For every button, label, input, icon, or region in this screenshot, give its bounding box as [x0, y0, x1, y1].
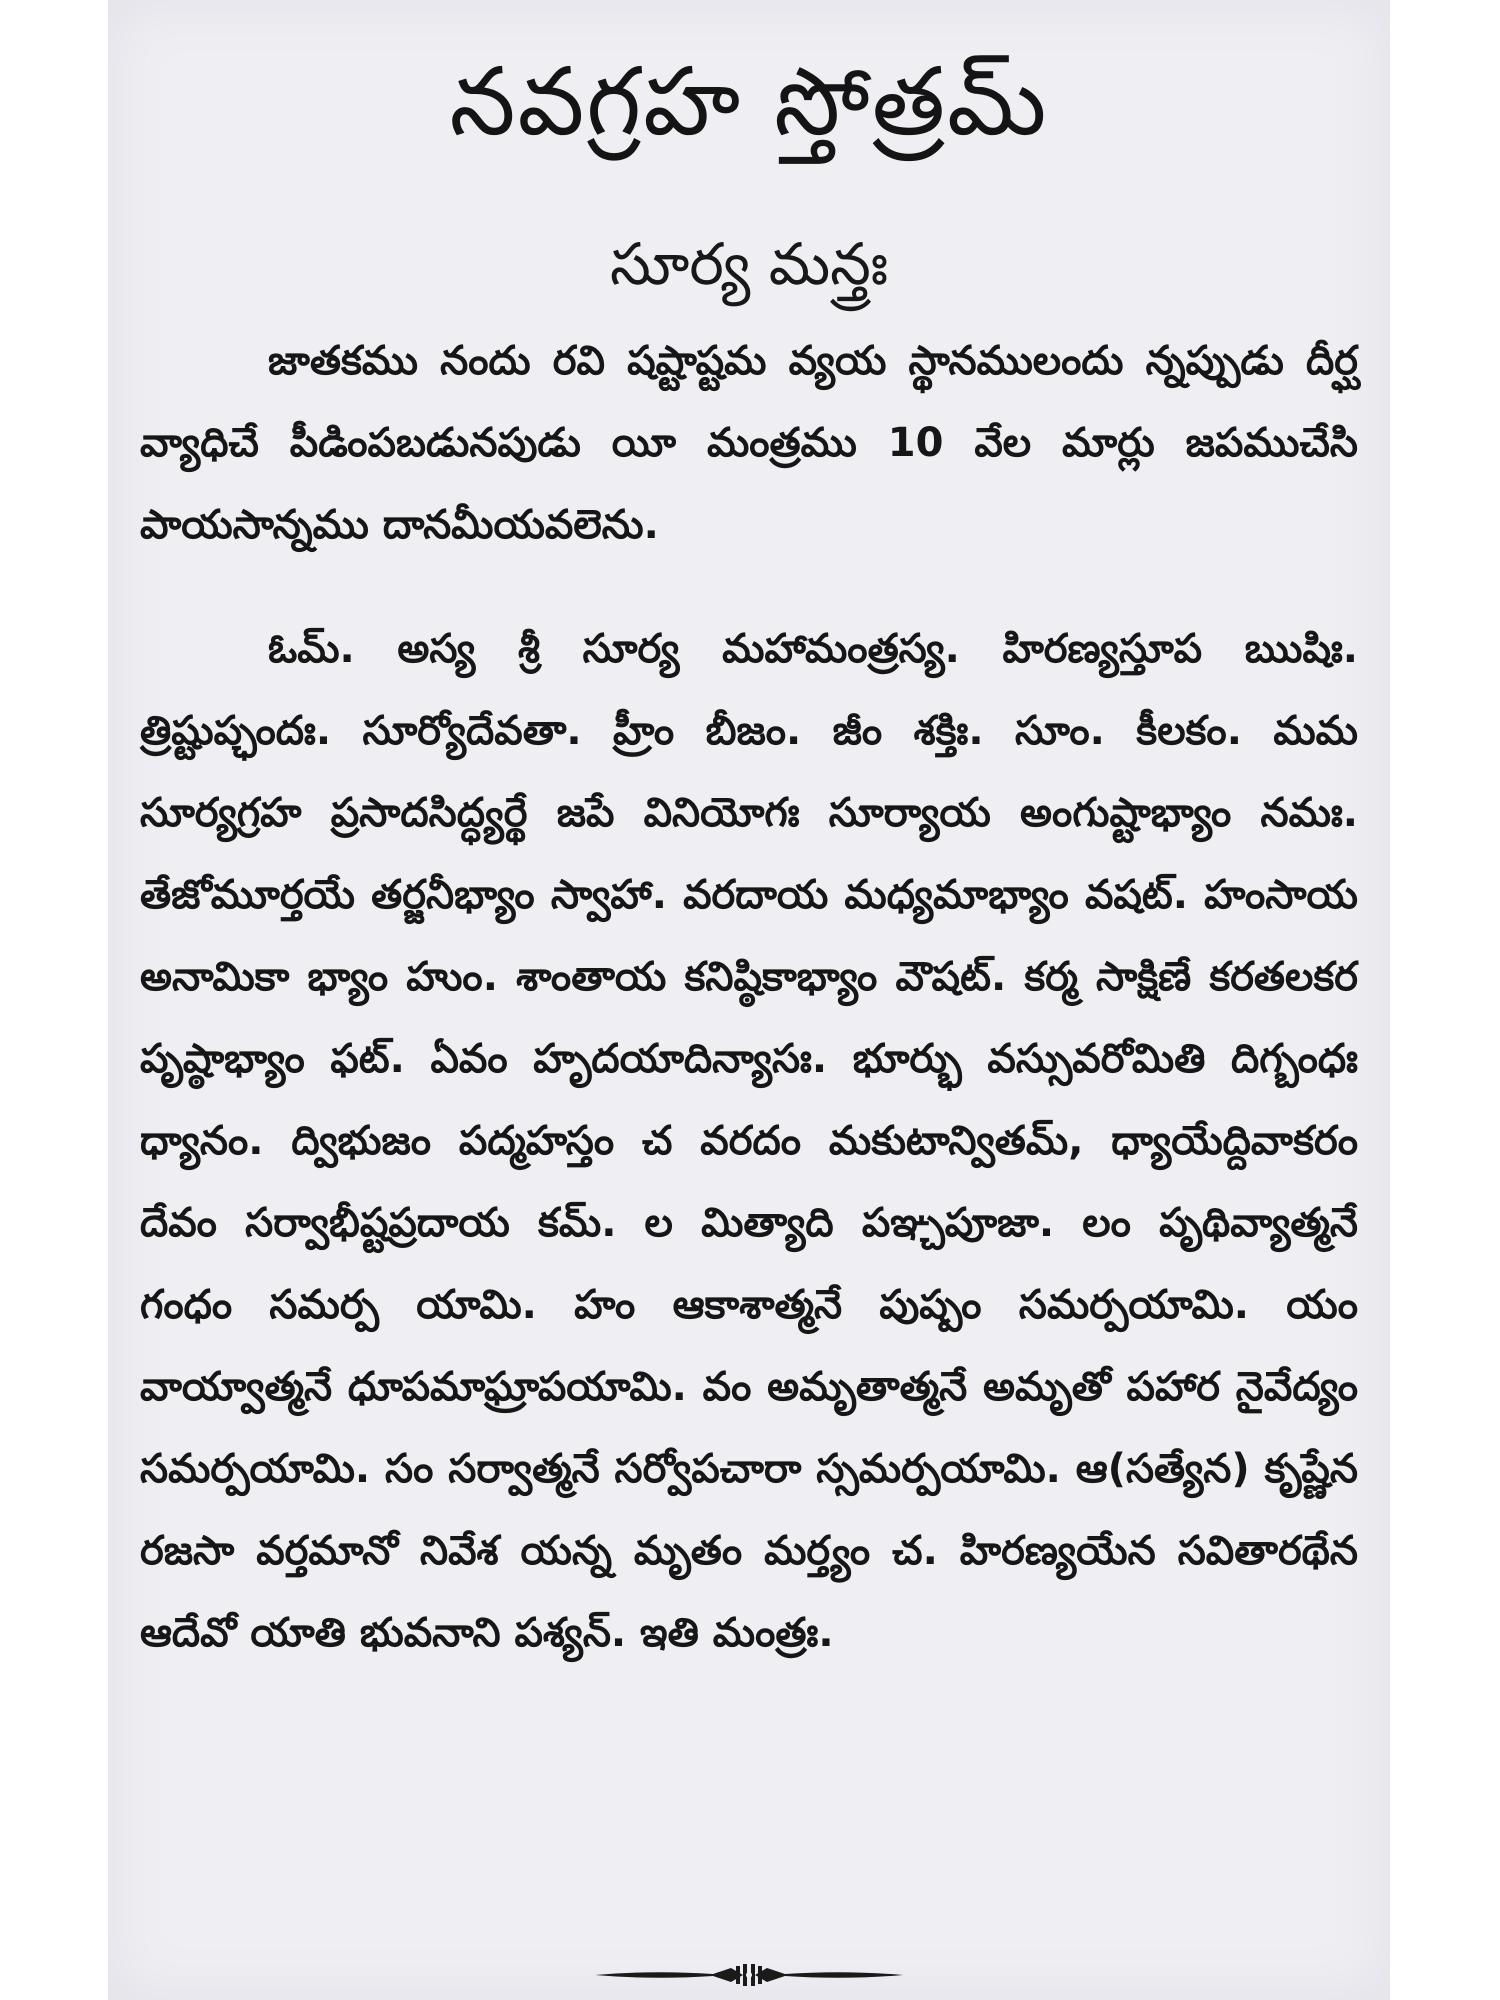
intro-paragraph: జాతకము నందు రవి షష్టాష్టమ వ్యయ స్థానములందు న్నప్పుడు దీర్ఘ వ్యాధిచే పీడింపబడునపుడు యీ మంత్రము 10 వేల మార్లు జపముచేసి పాయసాన్నము దానమీయవలెను.	[140, 338, 1358, 548]
page-title: నవగ్రహ స్తోత్రమ్	[449, 48, 1049, 157]
document-page	[108, 0, 1390, 2000]
section-subtitle: సూర్య మన్త్రః	[609, 230, 889, 298]
mantra-paragraph: ఓమ్. అస్య శ్రీ సూర్య మహామంత్రస్య. హిరణ్యస్తూప ఋషిః. త్రిష్టుప్ఛందః. సూర్యోదేవతా. హ్రీం బీజం. జీం శక్తిః. సూం. కీలకం. మమ సూర్యగ్రహ ప్రసాదసిద్ధ్యర్థే జపే వినియోగః సూర్యాయ అంగుష్టాభ్యాం నమః. తేజోమూర్తయే తర్జనీభ్యాం స్వాహా. వరదాయ మధ్యమాభ్యాం వషట్. హంసాయ అనామికా భ్యాం హుం. శాంతాయ కనిష్ఠికాభ్యాం వౌషట్. కర్మ సాక్షిణే కరతలకర పృష్ఠాభ్యాం ఫట్. ఏవం హృదయాదిన్యాసః. భూర్భు వస్సువరోమితి దిగ్బంధః ధ్యానం. ద్విభుజం పద్మహస్తం చ వరదం మకుటాన్వితమ్, ధ్యాయేద్దివాకరం దేవం సర్వాభీష్టప్రదాయ కమ్. ల మిత్యాది పఞ్చపూజా. లం పృథివ్యాత్మనే గంధం సమర్ప యామి. హం ఆకాశాత్మనే పుష్పం సమర్పయామి. యం వాయ్వాత్మనే ధూపమాఘ్రాపయామి. వం అమృతాత్మనే అమృతో పహార నైవేద్యం సమర్పయామి. సం సర్వాత్మనే సర్వోపచారా స్సమర్పయామి. ఆ(సత్యేన) కృష్ణేన రజసా వర్తమానో నివేశ యన్న మృతం మర్త్యం చ. హిరణ్యయేన సవితారథేన ఆదేవో యాతి భువనాని పశ్యన్. ఇతి మంత్రః.	[140, 626, 1358, 1656]
scroll-flourish-ornament-icon	[593, 1962, 905, 1988]
